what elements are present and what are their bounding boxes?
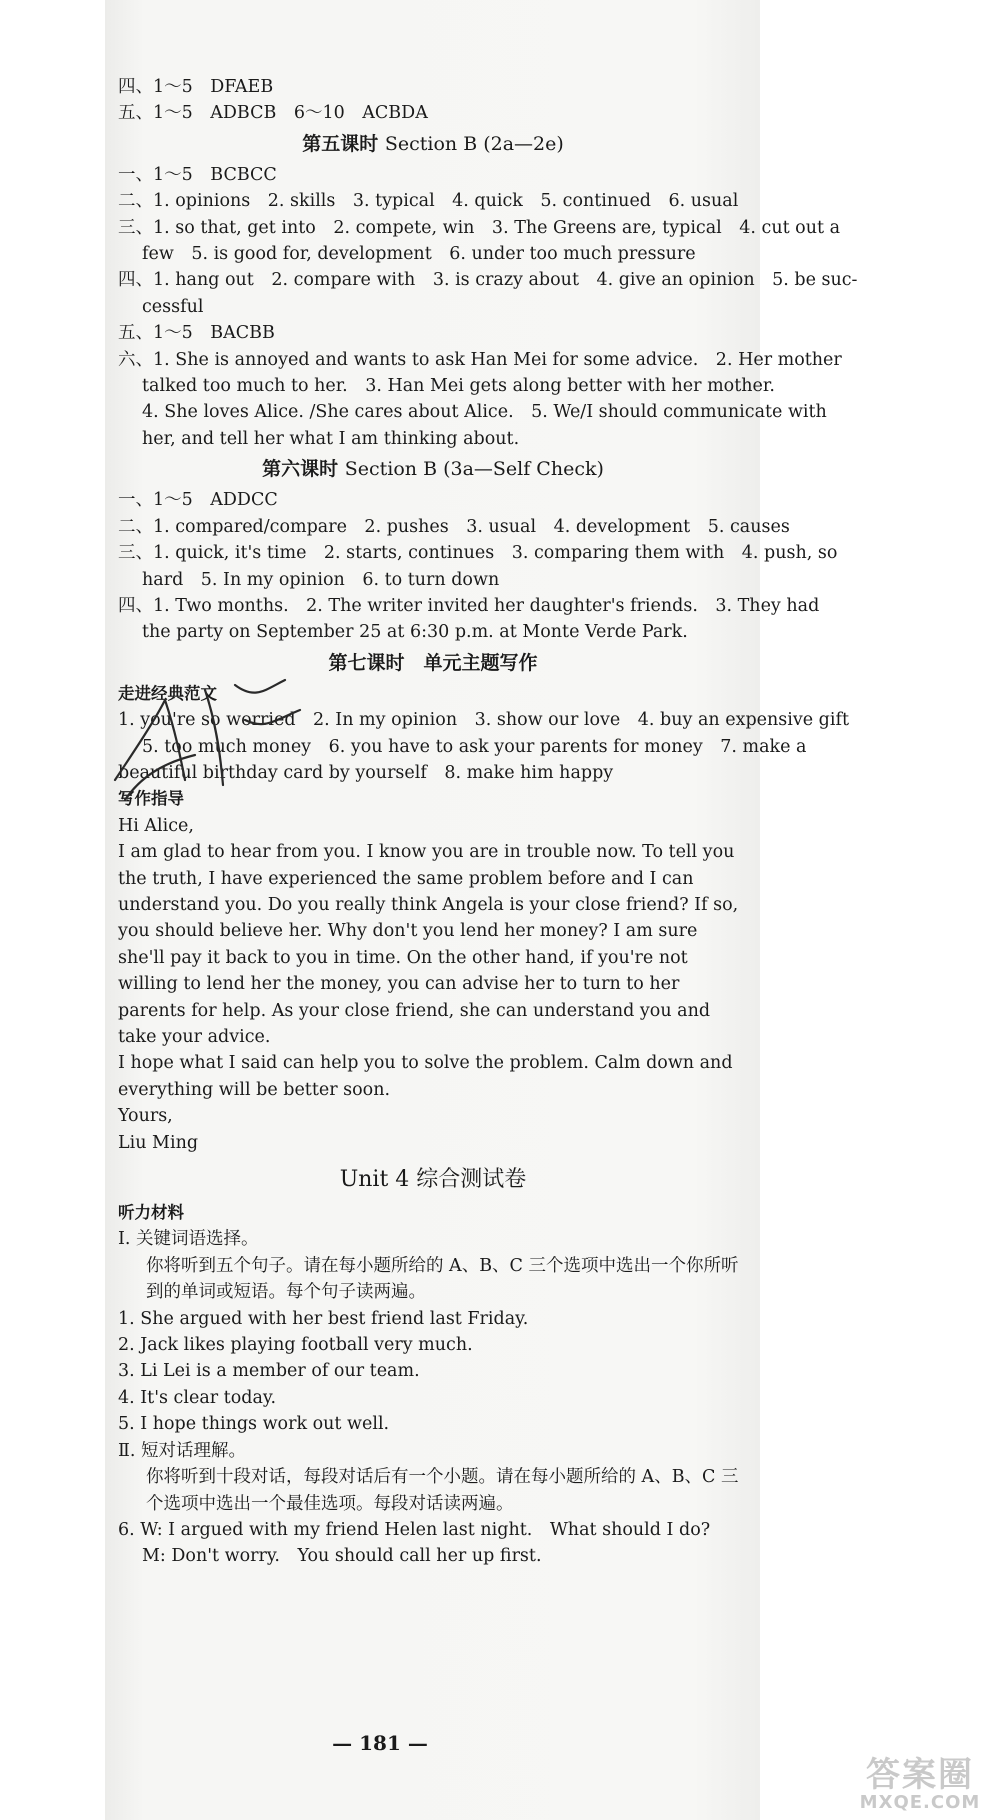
answer-line: 4. She loves Alice. /She cares about Alice. 5. We/I should communicate with [142,402,827,423]
lesson-6-heading [118,453,748,486]
answer-line: 五、1～5 BACBB [118,323,275,344]
answer-line: 四、1. Two months. 2. The writer invited her daughter's friends. 3. They had [118,595,820,616]
lesson-5-section: Section B (2a—2e) [384,132,564,155]
lesson-7-heading: 第七课时 单元主题写作 [328,651,538,674]
answer-line: beautiful birthday card by yourself 8. make him happy [118,762,614,783]
answer-line: 五、1～5 ADBCB 6～10 ACBDA [118,103,428,124]
letter-paragraph: I am glad to hear from you. I know you are in trouble now. To tell you the truth, I have experienced the same problem before and I can understand you. Do you really think Angela is your close friend? If so, you should believe her. Why don't you lend her money? I am sure she'll pay it back to you in time. On the other hand, if you're not willing to lend her the money, you can advise her to turn to her parents for help. As your close friend, she can understand you and take your advice. [118,842,739,1047]
watermark-url: MXQE.COM [859,1792,981,1813]
part-1-instructions: 你将听到五个句子。请在每小题所给的 A、B、C 三个选项中选出一个你所听到的单词或短语。每个句子读两遍。 [146,1255,739,1303]
answer-line: 六、1. She is annoyed and wants to ask Han Mei for some advice. 2. Her mother [118,349,842,370]
part-1-title: Ⅰ. 关键词语选择。 [118,1229,259,1250]
script-line: 4. It's clear today. [118,1387,277,1408]
answer-line: hard 5. In my opinion 6. to turn down [142,569,500,590]
answer-line: 二、1. compared/compare 2. pushes 3. usual 4. development 5. causes [118,516,790,537]
part-2-title: Ⅱ. 短对话理解。 [118,1440,247,1461]
letter-paragraph: I hope what I said can help you to solve the problem. Calm down and everything will be better soon. [118,1053,733,1100]
script-line: M: Don't worry. You should call her up first. [142,1546,542,1567]
answer-line: 一、1～5 ADDCC [118,490,278,511]
script-line: 3. Li Lei is a member of our team. [118,1361,420,1382]
answer-line: 四、1. hang out 2. compare with 3. is crazy about 4. give an opinion 5. be suc- [118,270,858,291]
site-watermark [840,1740,1000,1820]
answer-line: 二、1. opinions 2. skills 3. typical 4. quick 5. continued 6. usual [118,191,739,212]
answer-line: 5. too much money 6. you have to ask your parents for money 7. make a [142,736,807,757]
lesson-5-heading [118,128,748,161]
unit-4-test-heading: Unit 4 综合测试卷 [339,1167,527,1193]
answer-line: 一、1～5 BCBCC [118,164,277,185]
subheading-writing-guide: 写作指导 [118,789,184,809]
watermark-logo-text: 答案圈 [866,1755,974,1795]
answer-line: 四、1～5 DFAEB [118,77,274,97]
lesson-6-title: 第六课时 [262,458,339,481]
letter-greeting: Hi Alice, [118,815,194,836]
answer-line: talked too much to her. 3. Han Mei gets along better with her mother. [142,376,775,397]
letter-signature: Liu Ming [118,1132,199,1153]
lesson-5-title: 第五课时 [302,132,379,155]
answer-line: 1. you're so worried 2. In my opinion 3. show our love 4. buy an expensive gift [118,710,849,731]
answer-line: cessful [142,296,204,317]
script-line: 2. Jack likes playing football very much. [118,1335,473,1356]
subheading-model-essay: 走进经典范文 [118,683,217,703]
answer-line: 三、1. quick, it's time 2. starts, continues 3. comparing them with 4. push, so [118,543,838,564]
script-line: 1. She argued with her best friend last Friday. [118,1308,529,1329]
part-2-instructions: 你将听到十段对话，每段对话后有一个小题。请在每小题所给的 A、B、C 三个选项中选出一个最佳选项。每段对话读两遍。 [146,1467,739,1514]
lesson-6-section: Section B (3a—Self Check) [344,458,604,481]
script-line: 6. W: I argued with my friend Helen last night. What should I do? [118,1519,711,1540]
answer-line: the party on September 25 at 6:30 p.m. at Monte Verde Park. [142,622,688,643]
answer-line: few 5. is good for, development 6. under too much pressure [142,244,696,265]
answer-line: her, and tell her what I am thinking about. [142,428,520,449]
letter-closing: Yours, [118,1106,173,1127]
page-number: — 181 — [332,1731,428,1755]
script-line: 5. I hope things work out well. [118,1414,390,1435]
handwritten-scribble [95,660,315,810]
answer-content [118,74,858,1570]
answer-line: 三、1. so that, get into 2. compete, win 3. The Greens are, typical 4. cut out a [118,217,841,238]
listening-label: 听力材料 [118,1203,184,1223]
